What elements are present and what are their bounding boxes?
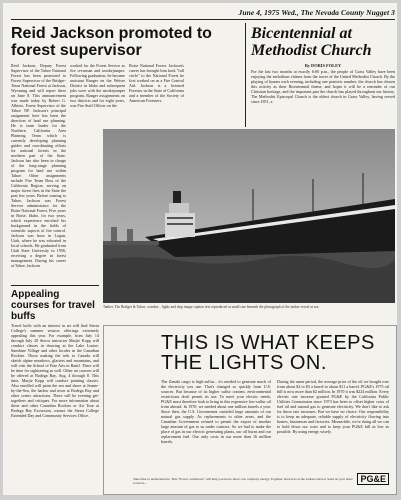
ad-headline: THIS IS WHAT KEEPS THE LIGHTS ON.: [161, 332, 375, 374]
tanker-illustration: [103, 129, 395, 303]
headline-bicentennial: Bicentennial at Methodist Church: [251, 25, 372, 59]
byline: By DORIS FOLEY: [304, 63, 342, 68]
travel-story: Travel buffs with an interest in art will find Sierra College's summer session offerings extremely appealing this year. For example, from July 14 through July 20 Sierra instructor Marjie Kopp will conduct classes in drawing at the Lake Louise, Sunshine Village and other locales in the Canadian Rockies. Those making the trek to Canada will sketch alpine meadows, glaciers and mountains, and will visit the School of Fine Arts in Banff. There will be time for sightseeing as well. Other art courses will be offered at Bodega Bay, Aug. 4 through 8. This time, Marjie Kopp will conduct painting classes. Also enrolled will paint the sea and shore at Jenner-by-the-Sea, the harbor and town at Bodega Bay and other scenic attractions. There will be evening get-togethers and critiques. For more information about these and other Canadian Rockies or Art Tour at Bodega Bay Excursion, contact the Sierra College Extended Day and Community Services Office.: [11, 323, 99, 418]
ad-column-2: During the same period, the average price of the oil we bought rose from about $2 to $3 a barrel to about $11 a barrel. PG&E's 1975 oil bill is now more than $2 million. In 1970 it was $224 million. Every electric rate increase granted PG&E by the California Public Utilities Commission since 1973 has been to offset higher costs of fuel oil and natural gas to generate electricity. We don't like to ask for those rate increases. But we have no choice. Our responsibility is to keep an adequate, reliable supply of electricity flowing into homes, businesses and factories. Meanwhile, we're doing all we can to hold down our costs and to keep your PG&E bill as low as possible. By using energy wisely.: [277, 379, 389, 434]
story-column-1: Reid Jackson, Deputy Forest Supervisor of the Tahoe National Forest has been promoted to Forest Supervisor of the Bridger-Teton National Forest at Jackson, Wyoming and will report there on June 8. This announcement was made today by Robert G. Albietz, Forest Supervisor of the Tahoe NF. Jackson's principal assignment here has been the direction of land use planning. He is team leader for the Northern California Area Planning Team which is currently developing planning guides and coordinating efforts for national forests in the northern part of the State. Jackson has also been in charge of the long-range planning program for land use within Tahoe. Other assignments include Fire Team Boss of the California Region, serving on major forest fires in the State the past few years. Before coming to Tahoe, Jackson was Forest Service administrator for the Boise National Forest. Five years in Boise, Idaho, for two years, which experience enriched his background in the fields of scientific aspects of fire control. Jackson was born in Logan, Utah, where he was educated in local schools. He graduated from Utah State University in 1956, receiving a degree in forest management. During his career at Tahoe, Jackson: [11, 63, 66, 268]
headline-travel-buffs: Appealing courses for travel buffs: [11, 289, 95, 322]
story-column-2: worked for the Forest Service as fire crewman and smokejumper. Following graduation, he became assistant Ranger on the Weiser District in Idaho and subsequent jobs were with the smokejumper program, Ranger assignments on two districts and for eight years, was Fire Staff Officer on the: [70, 63, 125, 108]
story-column-3: Boise National Forest. Jackson's career has brought him back "full circle" to the National Forest he first worked on as a Fire Control Aid. Jackson is a licensed Forester in the State of California and a member of the Society of American Foresters.: [129, 63, 184, 103]
ad-footer: Take time to understand us. This "Power, Gladstone" will help you know more; our company energy. Together. Reach us at the address shown. Send us your letter to know...: [133, 477, 353, 485]
page-header: June 4, 1975 Wed., The Nevada County Nugget 3: [238, 8, 395, 17]
pge-logo: PG&E: [357, 473, 389, 485]
headline-reid-jackson: Reid Jackson promoted to forest supervisor: [11, 25, 212, 59]
column-divider: [245, 23, 246, 127]
bicentennial-story: [251, 63, 395, 127]
tanker-photo: [103, 129, 395, 303]
photo-caption: Tanker. The Bridger & Tahoe, a tanker... lights and ship image caption text reproduced at small size beneath the photograph of the tanker vessel at sea.: [103, 305, 320, 309]
newspaper-page: [3, 3, 397, 495]
ad-column-1: The Zanaki cargo is high-sulfur... it's needed to generate much of the electricity you use. That's changed so quickly from U.S. sources. But because of its higher sulfur content, environmental restrictions don't permit its use. To meet your electric needs, PG&E must therefore look to bring in this expensive low-sulfur oil from abroad. In 1970, we needed about one million barrels a year. Since then, the U.S. Government curtailed large amounts of our natural gas supply. As replacements to other areas, and the Canadian Government refused to permit the export of another large amount of gas to us under contract. So we had to make the place of gas in our electric generating plants, our oil burns and our replacement fuel. Our only costs in our more than 16 million barrels.: [161, 379, 271, 444]
bicentennial-body: For the last two months at exactly 6:00 p.m., the people of Grass Valley have been enjoying the melodious chimes from the tower of the United Methodist Church. By the playing of hymns each evening, including one patriotic number, the church has chosen this activity as their Bicentennial theme, and hopes it will be a reminder of our Christian heritage, and the important part the church has played throughout our history. The Methodist Episcopal Church is the oldest church in Grass Valley, having served since 1851, a: [251, 69, 395, 104]
side-story-rule: [11, 285, 99, 286]
header-rule: [11, 19, 395, 20]
